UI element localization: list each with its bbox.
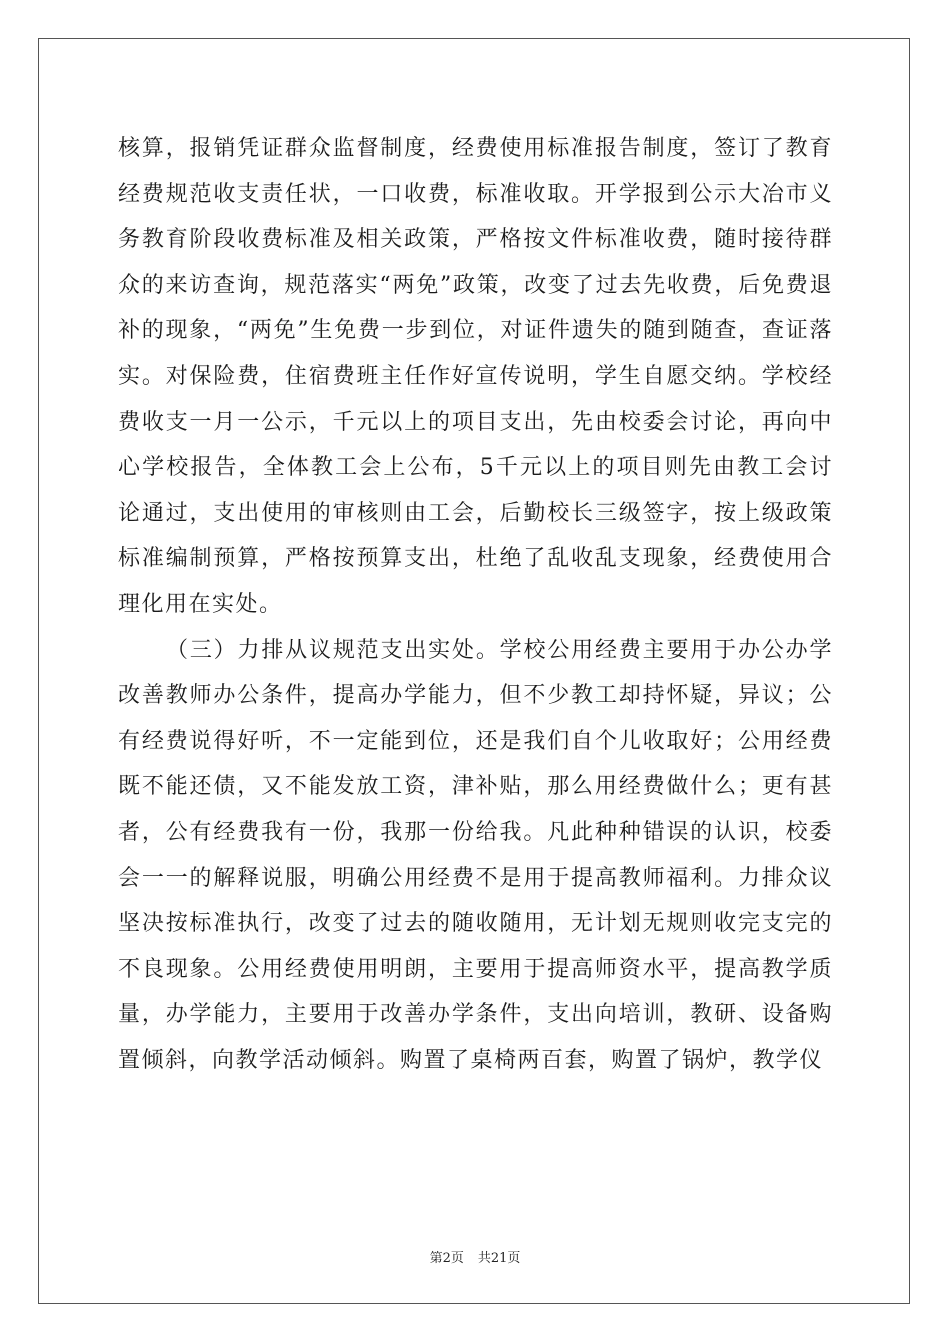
text-line: 务教育阶段收费标准及相关政策，严格按文件标准收费，随时接待群 bbox=[118, 227, 833, 253]
text-line: 校经费收支一月一公示，千元以上的项目支出，先由校委会讨论，再 bbox=[118, 363, 833, 435]
paragraph-1 bbox=[118, 126, 833, 628]
paragraph-2 bbox=[118, 628, 833, 1084]
text-line: 向中心学校报告，全体教工会上公布，5千元以上的项目则先由教工 bbox=[118, 409, 833, 481]
text-line: 会一一的解释说服，明确公用经费不是用于提高教师福利。力排众议 bbox=[118, 865, 833, 891]
text-line: 有经费说得好听，不一定能到位，还是我们自个儿收取好；公用经费 bbox=[118, 728, 833, 754]
text-line: 退补的现象，“两免”生免费一步到位，对证件遗失的随到随查，查 bbox=[118, 272, 833, 344]
text-line: 者，公有经费我有一份，我那一份给我。凡此种种错误的认识，校委 bbox=[118, 819, 833, 845]
text-line: 经费规范收支责任状，一口收费，标准收取。开学报到公示大冶市义 bbox=[118, 181, 833, 207]
page-footer bbox=[0, 1247, 950, 1266]
text-line: 量，办学能力，主要用于改善办学条件，支出向培训，教研、设备购 bbox=[118, 1002, 833, 1028]
text-line: 改善教师办公条件，提高办学能力，但不少教工却持怀疑，异议；公 bbox=[118, 683, 833, 709]
total-pages: 共21页 bbox=[477, 1251, 521, 1266]
text-line: 不良现象。公用经费使用明朗，主要用于提高师资水平，提高教学质 bbox=[118, 956, 833, 982]
text-line: 证落实。对保险费，住宿费班主任作好宣传说明，学生自愿交纳。学 bbox=[118, 318, 833, 389]
text-line: 坚决按标准执行，改变了过去的随收随用，无计划无规则收完支完的 bbox=[118, 911, 833, 937]
text-line: 既不能还债，又不能发放工资，津补贴，那么用经费做什么；更有甚 bbox=[118, 774, 833, 800]
page-number: 第2页 bbox=[429, 1251, 464, 1266]
text-line: 众的来访查询，规范落实“两免”政策，改变了过去先收费，后免费 bbox=[118, 272, 810, 298]
text-line: 置倾斜，向教学活动倾斜。购置了桌椅两百套，购置了锅炉，教学仪 bbox=[118, 1047, 824, 1073]
text-line: 会讨论通过，支出使用的审核则由工会，后勤校长三级签字，按上级 bbox=[118, 455, 833, 526]
document-body bbox=[118, 126, 833, 1083]
text-line: 用合理化用在实处。 bbox=[118, 546, 833, 617]
text-line: 政策标准编制预算，严格按预算支出，杜绝了乱收乱支现象，经费使 bbox=[118, 500, 833, 572]
text-line: （三）力排从议规范支出实处。学校公用经费主要用于办公办学 bbox=[166, 637, 833, 663]
text-line: 核算，报销凭证群众监督制度，经费使用标准报告制度，签订了教育 bbox=[118, 136, 833, 161]
